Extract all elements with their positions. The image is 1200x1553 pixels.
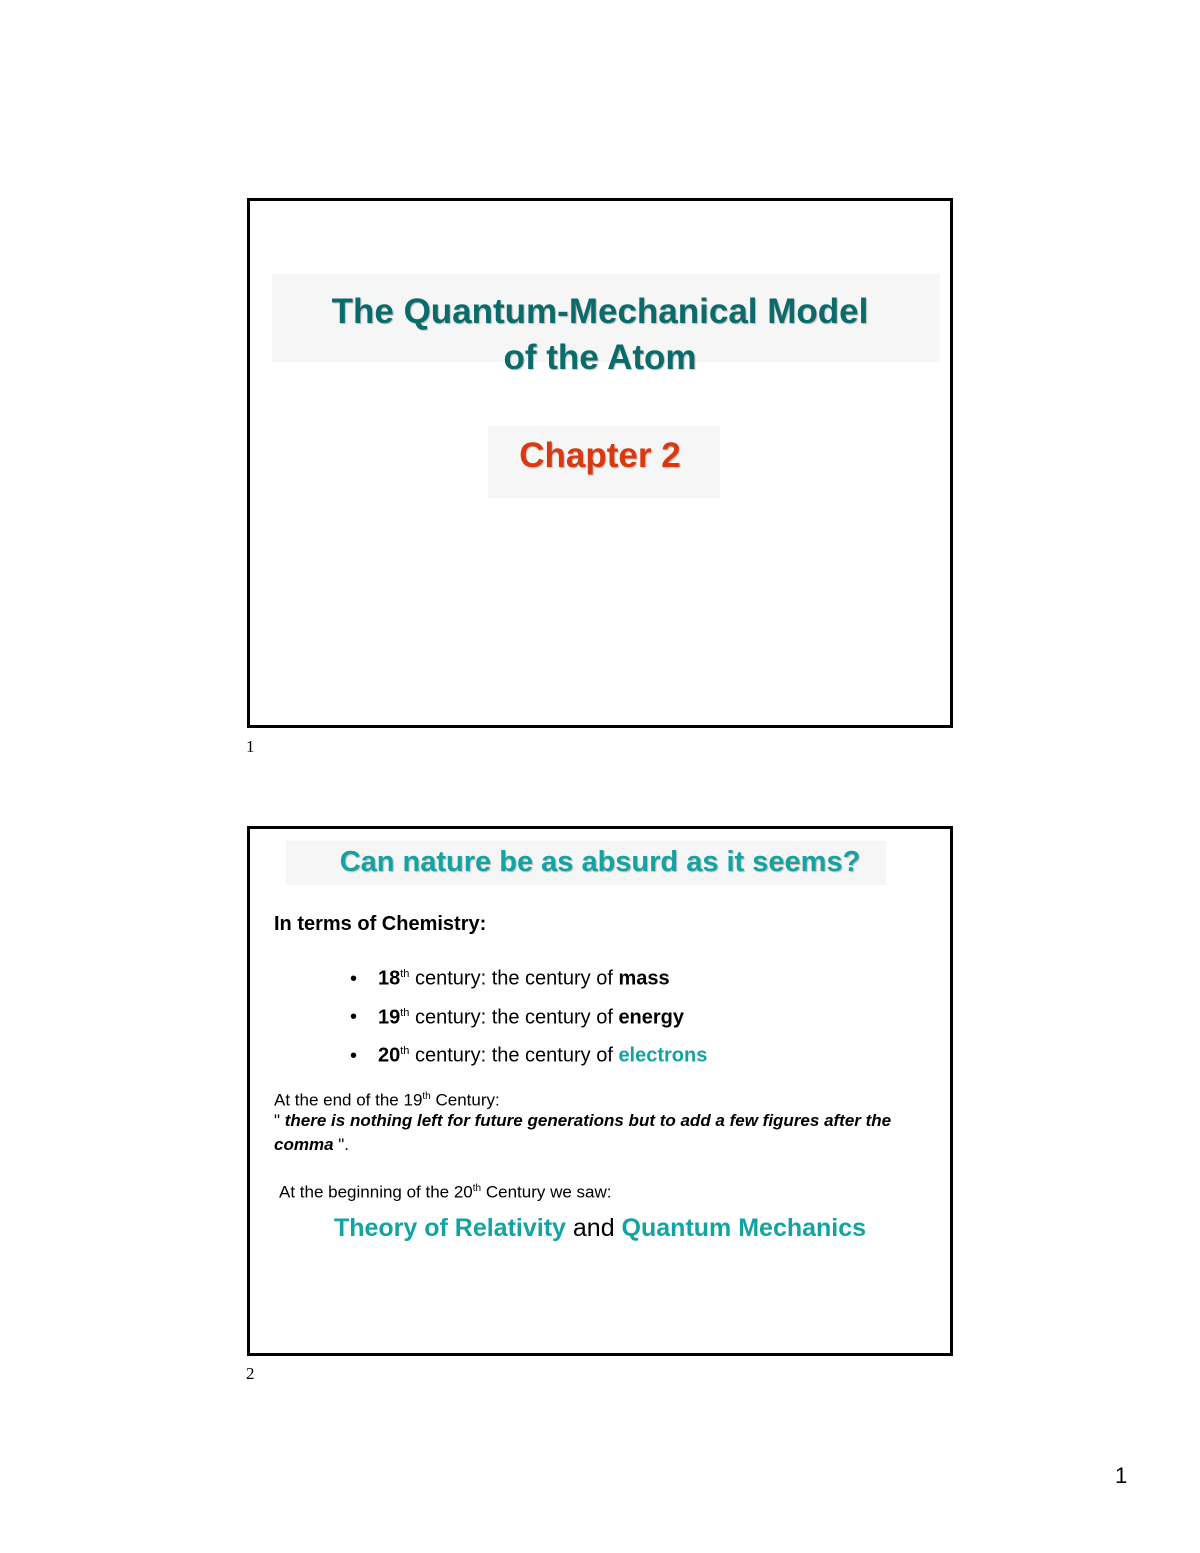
slide-title-line-2: of the Atom: [503, 338, 697, 377]
begin-text-tail: Century we saw:: [481, 1182, 612, 1202]
slide-number-1: 1: [246, 737, 255, 756]
bullet-text: century: the century of: [409, 967, 619, 990]
century-number: 20: [378, 1044, 401, 1067]
bullet-icon: •: [350, 967, 358, 990]
section-heading: In terms of Chemistry:: [274, 913, 487, 935]
quote-text: there is nothing left for future generations but to add a few figures after the comma: [274, 1111, 892, 1154]
page-number: 1: [1115, 1463, 1128, 1488]
list-item: [350, 957, 707, 996]
bullet-icon: •: [350, 1006, 358, 1029]
end-text-tail: Century:: [430, 1090, 500, 1110]
slide-2: [247, 826, 953, 1356]
ordinal-suffix: th: [472, 1183, 482, 1194]
slide-number-2: 2: [246, 1364, 255, 1383]
slide-1: [247, 198, 953, 728]
quote: [274, 1109, 934, 1157]
ordinal-suffix: th: [400, 968, 410, 980]
theories-line: [250, 1211, 950, 1245]
bullet-text: century: the century of: [409, 1044, 619, 1067]
slide-title-line-1: The Quantum-Mechanical Model: [331, 292, 869, 331]
chapter-label: Chapter 2: [519, 436, 681, 475]
ordinal-suffix: th: [422, 1091, 431, 1102]
quote-close: ".: [333, 1135, 350, 1154]
bullet-keyword: mass: [618, 967, 670, 990]
begin-text: At the beginning of the 20: [279, 1182, 473, 1202]
bullet-icon: •: [350, 1044, 358, 1067]
beginning-of-century-line: [279, 1177, 612, 1205]
bullet-text: century: the century of: [409, 1006, 619, 1029]
slide-title: Can nature be as absurd as it seems?: [339, 846, 861, 878]
end-text: At the end of the 19: [274, 1090, 423, 1110]
theory-quantum: Quantum Mechanics: [621, 1214, 867, 1242]
ordinal-suffix: th: [400, 1006, 410, 1019]
ordinal-suffix: th: [400, 1045, 410, 1058]
list-item: [350, 1034, 707, 1073]
century-list: [350, 957, 707, 1073]
theory-relativity: Theory of Relativity: [333, 1214, 566, 1242]
bullet-keyword: energy: [618, 1006, 685, 1029]
century-number: 19: [378, 1006, 401, 1029]
bullet-keyword: electrons: [618, 1044, 708, 1067]
list-item: [350, 996, 707, 1035]
quote-open: ": [274, 1111, 285, 1130]
century-number: 18: [378, 967, 401, 990]
and-text: and: [565, 1214, 622, 1242]
